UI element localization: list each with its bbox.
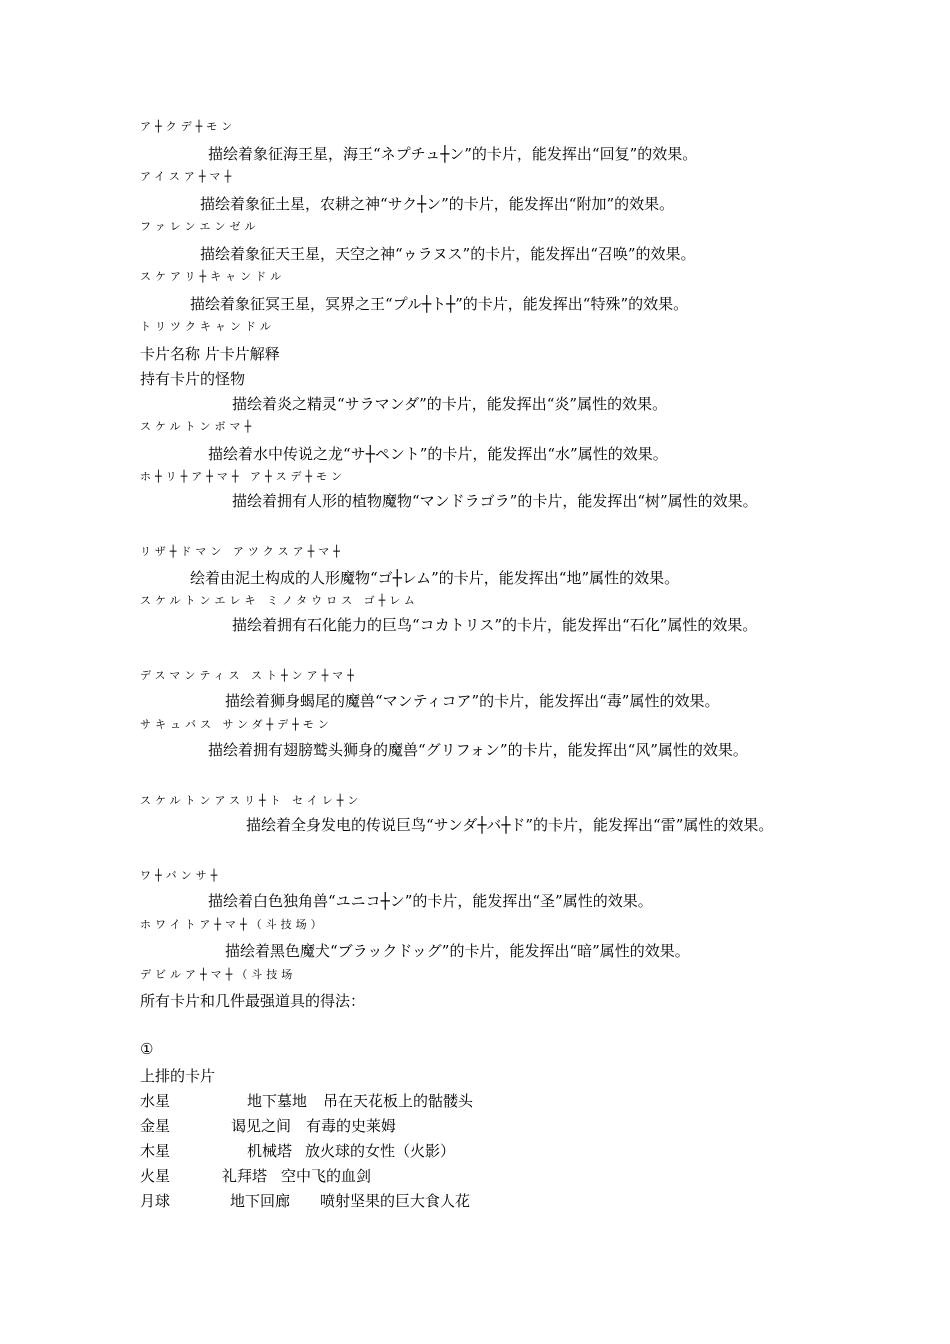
location-name: 机械塔 [247, 1142, 293, 1160]
star-name: 月球 [140, 1192, 171, 1210]
card-name-line: アイスア┼マ┼ [140, 170, 236, 183]
card-name-line: スケルトンボマ┼ [140, 420, 256, 433]
card-description: 描绘着白色独角兽“ユニコ┼ン”的卡片，能发挥出“圣”属性的效果。 [208, 892, 653, 910]
section-heading: 所有卡片和几件最强道具的得法： [140, 992, 366, 1010]
subsection-heading: 上排的卡片 [140, 1067, 216, 1085]
star-name: 火星 [140, 1167, 171, 1185]
card-name-line: スケアリ┼キャンドル [140, 270, 286, 283]
card-description: 描绘着象征海王星，海王“ネプチュ┼ン”的卡片，能发挥出“回复”的效果。 [208, 145, 698, 163]
star-name: 金星 [140, 1117, 171, 1135]
card-description: 描绘着全身发电的传说巨鸟“サンダ┼バ┼ド”的卡片，能发挥出“雷”属性的效果。 [246, 816, 774, 834]
card-name-line: デビルア┼マ┼（斗技场 [140, 968, 297, 981]
card-name-line: リザ┼ドマン アツクスア┼マ┼ [140, 545, 344, 558]
card-name-line: ワ┼バンサ┼ [140, 869, 222, 882]
card-description: 描绘着象征冥王星，冥界之王“プル┼ト┼”的卡片，能发挥出“特殊”的效果。 [190, 295, 689, 313]
card-name-line: ホ┼リ┼ア┼マ┼ ア┼スデ┼モン [140, 470, 347, 483]
card-name-line: ア┼クデ┼モン [140, 120, 237, 133]
card-name-line: ホワイトア┼マ┼（斗技场） [140, 918, 326, 931]
card-description: 描绘着象征土星，农耕之神“サク┼ン”的卡片，能发挥出“附加”的效果。 [200, 195, 675, 213]
location-name: 谒见之间 [231, 1117, 292, 1135]
monster-name: 空中飞的血剑 [281, 1167, 372, 1185]
card-description: 描绘着黑色魔犬“ブラックドッグ”的卡片，能发挥出“暗”属性的效果。 [225, 942, 690, 960]
card-name-line: デスマンティス スト┼ンア┼マ┼ [140, 669, 358, 682]
monster-name: 放火球的女性（火影） [305, 1142, 456, 1160]
card-description: 描绘着狮身蝎尾的魔兽“マンティコア”的卡片，能发挥出“毒”属性的效果。 [225, 692, 720, 710]
location-name: 礼拜塔 [222, 1167, 268, 1185]
card-name-line: トリツクキャンドル [140, 320, 275, 333]
card-description: 描绘着拥有翅膀鹫头狮身的魔兽“グリフォン”的卡片，能发挥出“风”属性的效果。 [208, 741, 748, 759]
star-name: 木星 [140, 1142, 171, 1160]
monster-name: 有毒的史莱姆 [306, 1117, 397, 1135]
section-number: ① [140, 1040, 154, 1058]
card-name-line: サキュバス サンダ┼デ┼モン [140, 718, 333, 731]
card-description: 描绘着象征天王星，天空之神“ゥラヌス”的卡片，能发挥出“召唤”的效果。 [200, 245, 696, 263]
card-description: 描绘着拥有人形的植物魔物“マンドラゴラ”的卡片，能发挥出“树”属性的效果。 [232, 492, 758, 510]
card-name-line: ファレンエンゼル [140, 220, 260, 233]
card-description: 描绘着拥有石化能力的巨鸟“コカトリス”的卡片，能发挥出“石化”属性的效果。 [232, 616, 758, 634]
table-header-line: 卡片名称 片卡片解释 [140, 345, 280, 363]
card-name-line: スケルトンエレキ ミノタウロス ゴ┼レム [140, 594, 419, 607]
card-description: 描绘着炎之精灵“サラマンダ”的卡片，能发挥出“炎”属性的效果。 [232, 395, 668, 413]
card-name-line: スケルトンアスリ┼ト セイレ┼ン [140, 794, 363, 807]
star-name: 水星 [140, 1092, 171, 1110]
location-name: 地下回廊 [230, 1192, 291, 1210]
card-description: 绘着由泥土构成的人形魔物“ゴ┼レム”的卡片，能发挥出“地”属性的效果。 [190, 569, 680, 587]
monster-name: 喷射坚果的巨大食人花 [320, 1192, 471, 1210]
table-subheader-line: 持有卡片的怪物 [140, 370, 246, 388]
card-description: 描绘着水中传说之龙“サ┼ペント”的卡片，能发挥出“水”属性的效果。 [208, 445, 668, 463]
monster-name: 吊在天花板上的骷髅头 [323, 1092, 474, 1110]
location-name: 地下墓地 [247, 1092, 308, 1110]
